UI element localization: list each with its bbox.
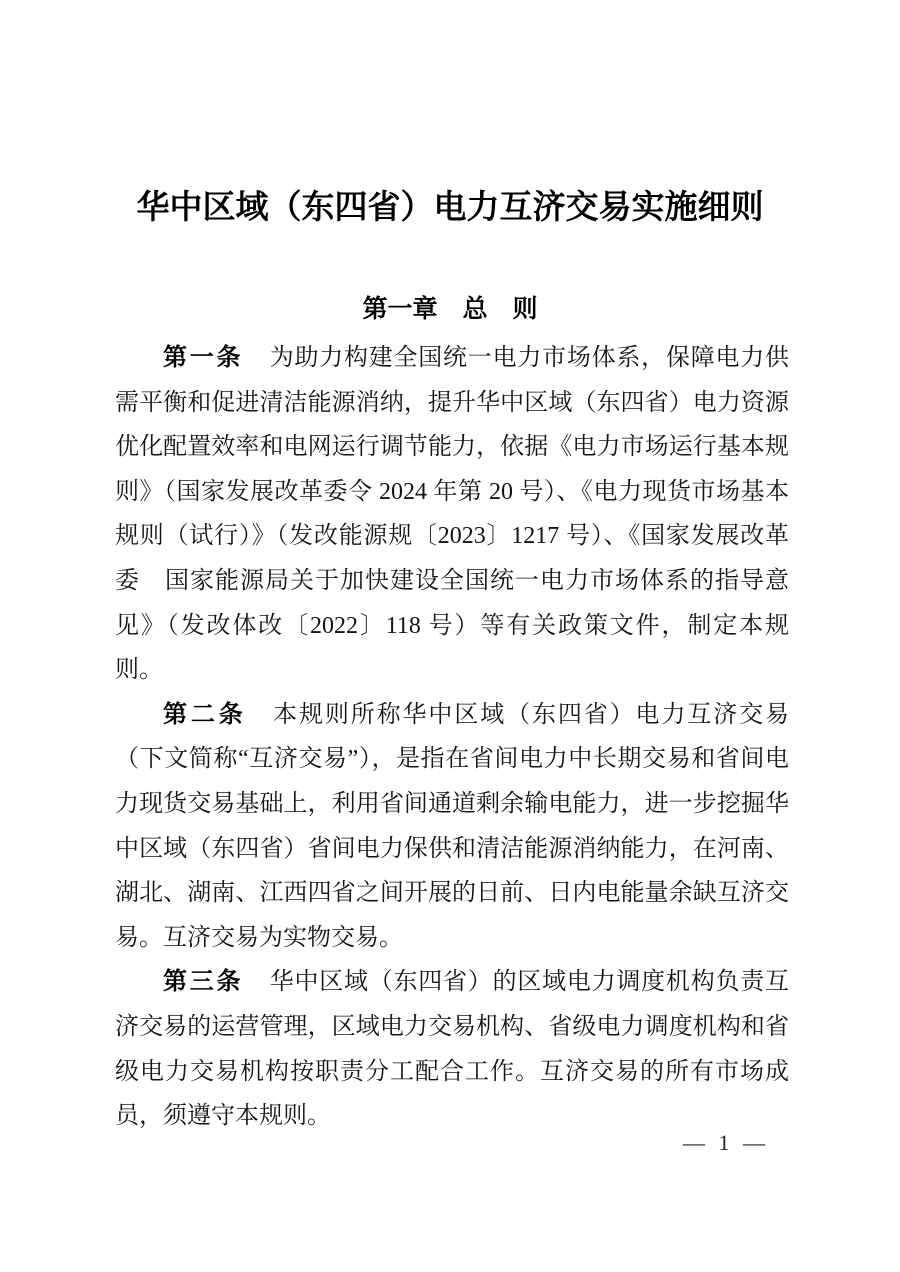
document-body — [115, 336, 789, 1139]
chapter-heading: 第一章 总 则 — [362, 296, 538, 323]
article-label: 第三条 — [163, 969, 244, 996]
article-text: 为助力构建全国统一电力市场体系，保障电力供需平衡和促进清洁能源消纳，提升华中区域（东四省）电力资源优化配置效率和电网运行调节能力，依据《电力市场运行基本规则》（国家发展改革委令 2024 年第 20 号）、《电力现货市场基本规则（试行）》（发改能源规〔2023〕1217 号）、《国家发展改革委 国家能源局关于加快建设全国统一电力市场体系的指导意见》（发改体改〔2022〕118 号）等有关政策文件，制定本规则。 — [115, 345, 789, 684]
article-paragraph — [115, 960, 789, 1138]
article-label: 第二条 — [163, 701, 247, 728]
page-number: — 1 — — [683, 1130, 769, 1155]
article-paragraph — [115, 693, 789, 961]
document-title: 华中区域（东四省）电力互济交易实施细则 — [136, 190, 764, 226]
article-text: 华中区域（东四省）的区域电力调度机构负责互济交易的运营管理，区域电力交易机构、省级电力调度机构和省级电力交易机构按职责分工配合工作。互济交易的所有市场成员，须遵守本规则。 — [115, 969, 789, 1130]
article-label: 第一条 — [163, 345, 244, 371]
article-text: 本规则所称华中区域（东四省）电力互济交易（下文简称“互济交易”），是指在省间电力中长期交易和省间电力现货交易基础上，利用省间通道剩余输电能力，进一步挖掘华中区域（东四省）省间电力保供和清洁能源消纳能力，在河南、湖北、湖南、江西四省之间开展的日前、日内电能量余缺互济交易。互济交易为实物交易。 — [115, 701, 790, 951]
article-paragraph — [115, 336, 789, 693]
